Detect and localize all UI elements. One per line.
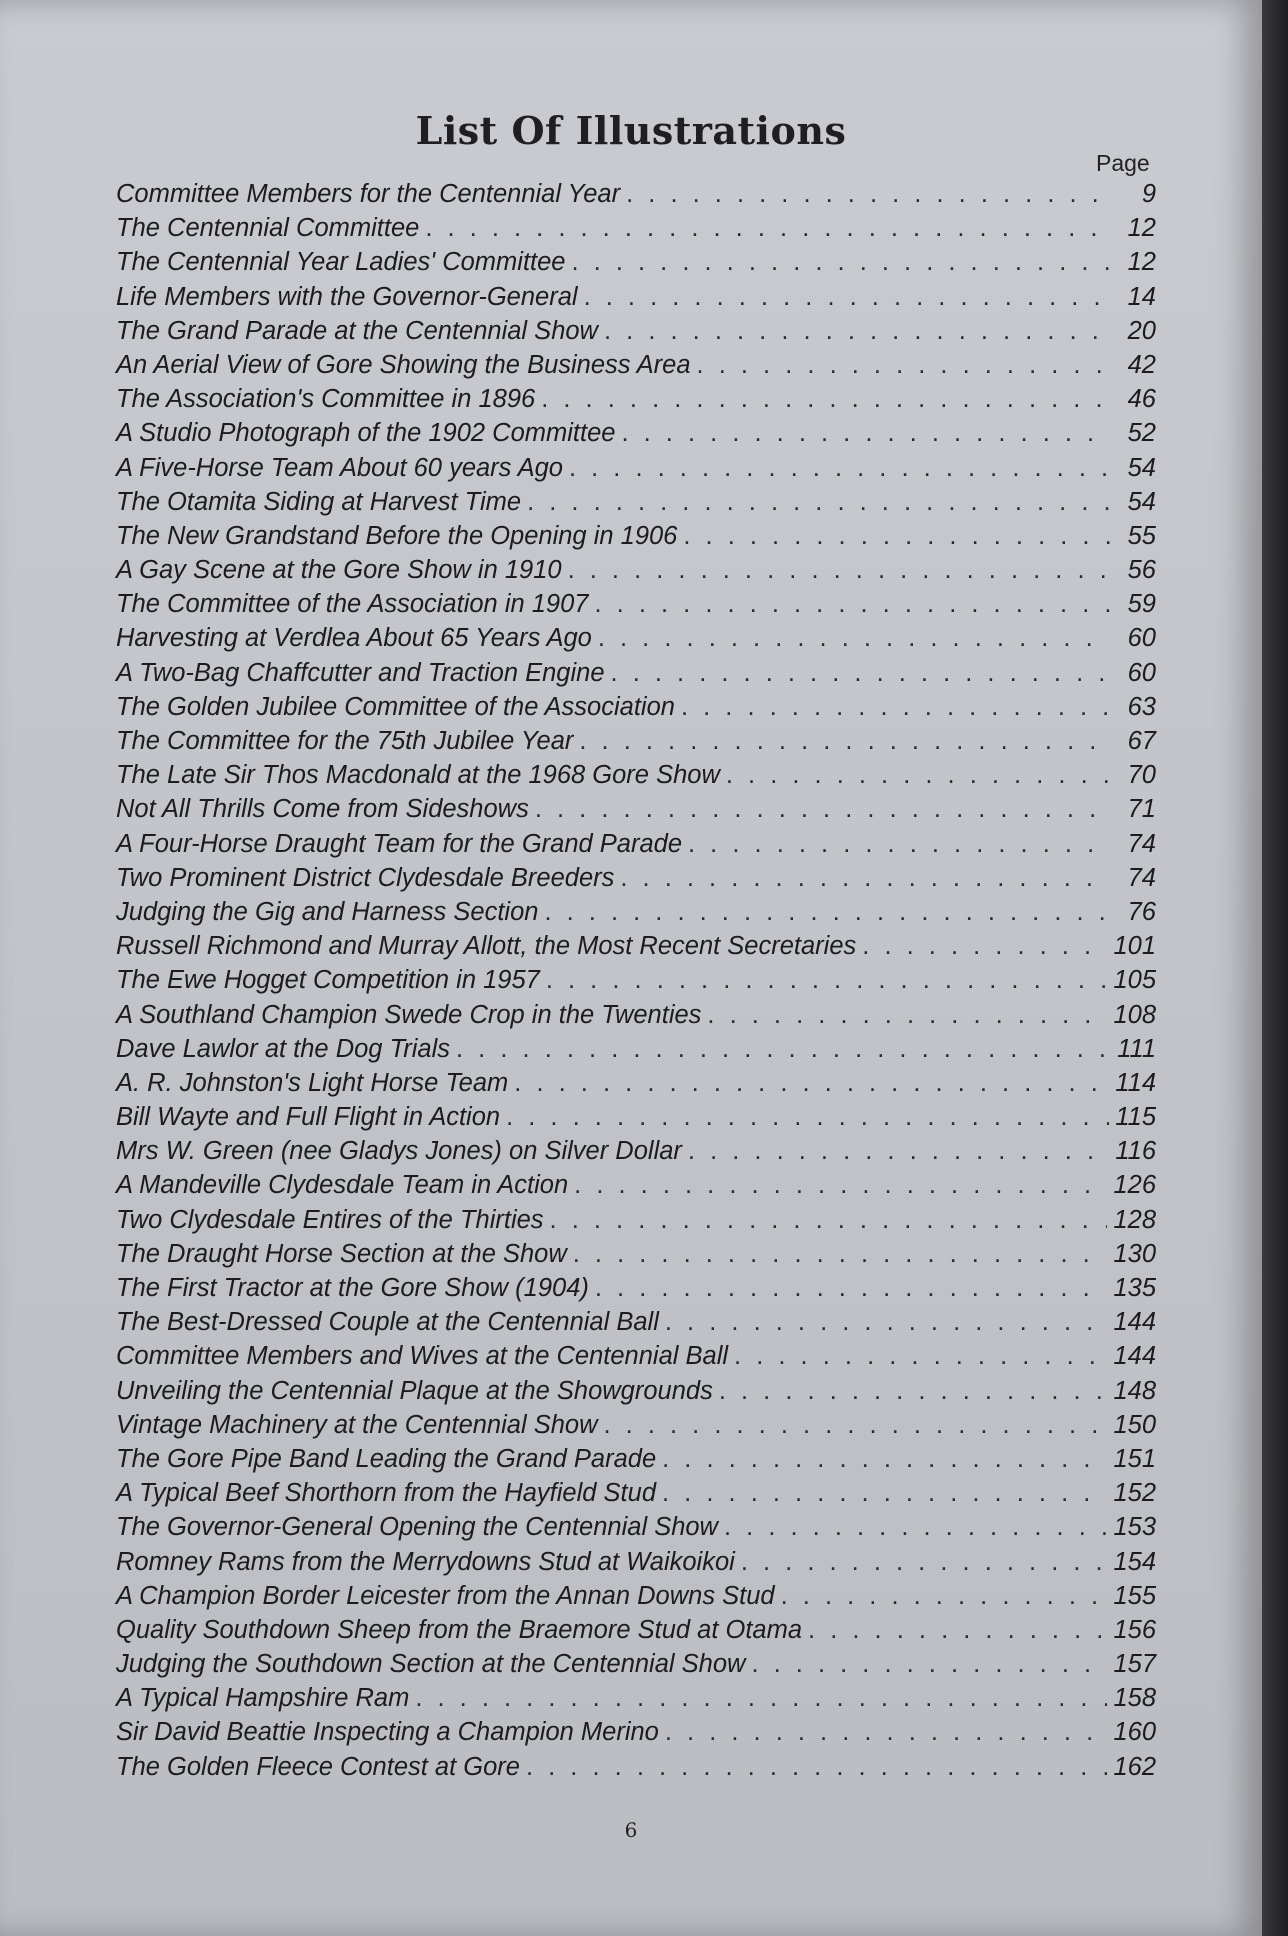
illustration-title: Judging the Southdown Section at the Centennial Show <box>116 1650 746 1679</box>
illustration-page-number: 60 <box>1127 624 1156 653</box>
illustration-title: Two Prominent District Clydesdale Breeders <box>116 863 615 892</box>
illustration-page-number: 115 <box>1115 1103 1156 1132</box>
dot-leader <box>688 1137 1109 1166</box>
list-item <box>116 1137 1156 1171</box>
dot-leader <box>697 351 1110 380</box>
dot-leader <box>611 659 1110 688</box>
illustration-title: Unveiling the Centennial Plaque at the Showgrounds <box>116 1376 713 1405</box>
illustration-page-number: 54 <box>1127 453 1156 482</box>
list-item <box>116 1377 1156 1411</box>
illustration-title: The Draught Horse Section at the Show <box>116 1239 567 1268</box>
list-item <box>116 1308 1156 1342</box>
dot-leader <box>595 1274 1108 1303</box>
dot-leader <box>584 283 1110 312</box>
illustration-title: The Late Sir Thos Macdonald at the 1968 Gore Show <box>116 761 720 790</box>
illustration-title: The First Tractor at the Gore Show (1904) <box>116 1274 589 1302</box>
illustration-title: The New Grandstand Before the Opening in 1906 <box>116 521 678 550</box>
list-item <box>116 1240 1156 1274</box>
illustration-page-number: 76 <box>1127 897 1156 926</box>
list-item <box>116 1513 1156 1547</box>
illustration-title: Committee Members and Wives at the Centennial Ball <box>116 1342 729 1371</box>
list-item <box>116 693 1156 727</box>
list-item <box>116 1616 1156 1650</box>
illustration-page-number: 144 <box>1113 1308 1156 1337</box>
list-item <box>116 283 1156 317</box>
illustration-page-number: 46 <box>1127 385 1156 414</box>
dot-leader <box>862 932 1107 961</box>
illustration-page-number: 116 <box>1115 1137 1156 1166</box>
list-item <box>116 1342 1156 1376</box>
illustration-page-number: 20 <box>1127 316 1156 345</box>
list-item <box>116 761 1156 795</box>
dot-leader <box>751 1650 1107 1679</box>
list-item <box>116 1650 1156 1684</box>
list-item <box>116 1069 1156 1103</box>
illustration-page-number: 63 <box>1127 692 1156 721</box>
illustration-title: The Best-Dressed Couple at the Centennial Ball <box>116 1308 659 1337</box>
illustration-page-number: 162 <box>1113 1752 1156 1781</box>
list-item <box>116 1035 1156 1069</box>
dot-leader <box>573 1240 1108 1269</box>
dot-leader <box>621 419 1110 448</box>
illustration-title: Life Members with the Governor-General <box>116 282 578 311</box>
illustration-page-number: 74 <box>1127 863 1156 892</box>
illustration-page-number: 135 <box>1113 1274 1156 1302</box>
dot-leader <box>626 180 1110 209</box>
dot-leader <box>781 1582 1108 1611</box>
list-item <box>116 624 1156 658</box>
illustration-title: Judging the Gig and Harness Section <box>116 897 539 926</box>
dot-leader <box>541 385 1110 414</box>
list-item <box>116 1684 1156 1718</box>
list-item <box>116 522 1156 556</box>
dot-leader <box>665 1308 1108 1337</box>
list-item <box>116 659 1156 693</box>
illustration-page-number: 67 <box>1127 727 1156 755</box>
illustration-title: Bill Wayte and Full Flight in Action <box>116 1103 501 1132</box>
illustration-title: A Five-Horse Team About 60 years Ago <box>116 453 563 482</box>
list-item <box>116 898 1156 932</box>
illustration-title: Mrs W. Green (nee Gladys Jones) on Silver Dollar <box>116 1137 682 1166</box>
dot-leader <box>681 693 1110 722</box>
list-item <box>116 590 1156 624</box>
dot-leader <box>594 590 1110 619</box>
dot-leader <box>535 795 1110 824</box>
list-item <box>116 1548 1156 1582</box>
illustration-page-number: 126 <box>1113 1171 1156 1200</box>
list-item <box>116 488 1156 522</box>
dot-leader <box>662 1445 1107 1474</box>
illustration-page-number: 114 <box>1115 1068 1156 1097</box>
dot-leader <box>550 1206 1108 1235</box>
illustration-title: The Centennial Year Ladies' Committee <box>116 248 566 277</box>
list-item <box>116 1103 1156 1137</box>
dot-leader <box>598 624 1110 653</box>
dot-leader <box>425 214 1110 243</box>
dot-leader <box>526 1753 1107 1782</box>
dot-leader <box>707 1001 1107 1030</box>
illustration-title: A Mandeville Clydesdale Team in Action <box>116 1171 569 1200</box>
illustration-title: Harvesting at Verdlea About 65 Years Ago <box>116 624 592 653</box>
dot-leader <box>572 248 1111 277</box>
illustration-title: Sir David Beattie Inspecting a Champion Merino <box>116 1718 659 1747</box>
list-item <box>116 1171 1156 1205</box>
illustration-title: The Ewe Hogget Competition in 1957 <box>116 966 540 995</box>
illustration-title: The Association's Committee in 1896 <box>116 385 536 414</box>
illustration-title: A Gay Scene at the Gore Show in 1910 <box>116 556 562 585</box>
illustration-title: Quality Southdown Sheep from the Braemore Stud at Otama <box>116 1615 803 1644</box>
dot-leader <box>734 1342 1107 1371</box>
illustration-page-number: 154 <box>1113 1547 1156 1576</box>
dot-leader <box>808 1616 1107 1645</box>
illustration-title: The Grand Parade at the Centennial Show <box>116 316 598 345</box>
illustration-title: A. R. Johnston's Light Horse Team <box>116 1068 509 1097</box>
illustration-title: The Golden Jubilee Committee of the Association <box>116 692 675 721</box>
dot-leader <box>506 1103 1109 1132</box>
list-item <box>116 1718 1156 1752</box>
dot-leader <box>662 1479 1107 1508</box>
illustration-page-number: 9 <box>1141 180 1156 208</box>
list-item <box>116 351 1156 385</box>
dot-leader <box>620 864 1110 893</box>
illustration-title: The Otamita Siding at Harvest Time <box>116 487 522 516</box>
illustration-page-number: 74 <box>1127 829 1156 858</box>
list-item <box>116 1445 1156 1479</box>
illustration-page-number: 56 <box>1127 556 1156 585</box>
illustration-title: Not All Thrills Come from Sideshows <box>116 795 529 824</box>
page-edge-shadow <box>1262 0 1288 1936</box>
illustration-page-number: 14 <box>1127 282 1156 311</box>
dot-leader <box>726 761 1110 790</box>
dot-leader <box>546 966 1108 995</box>
page-title: List Of Illustrations <box>415 108 847 153</box>
list-item <box>116 214 1156 248</box>
dot-leader <box>683 522 1110 551</box>
illustration-page-number: 152 <box>1113 1479 1156 1508</box>
illustration-page-number: 153 <box>1113 1513 1156 1542</box>
list-item <box>116 932 1156 966</box>
list-item <box>116 317 1156 351</box>
illustration-title: Vintage Machinery at the Centennial Show <box>116 1410 598 1439</box>
list-item <box>116 727 1156 761</box>
illustration-page-number: 70 <box>1127 761 1156 790</box>
illustration-title: Committee Members for the Centennial Year <box>116 180 621 208</box>
dot-leader <box>568 556 1110 585</box>
dot-leader <box>741 1548 1108 1577</box>
dot-leader <box>665 1718 1108 1747</box>
illustration-page-number: 42 <box>1127 350 1156 379</box>
illustration-page-number: 12 <box>1127 214 1156 243</box>
illustration-page-number: 101 <box>1113 932 1156 961</box>
list-item <box>116 556 1156 590</box>
illustration-title: The Committee of the Association in 1907 <box>116 590 589 619</box>
list-item <box>116 385 1156 419</box>
list-item <box>116 864 1156 898</box>
illustration-page-number: 157 <box>1113 1650 1156 1679</box>
list-item <box>116 795 1156 829</box>
list-item <box>116 1274 1156 1308</box>
list-item <box>116 248 1156 282</box>
illustration-page-number: 130 <box>1113 1239 1156 1268</box>
illustration-title: Russell Richmond and Murray Allott, the Most Recent Secretaries <box>116 932 857 961</box>
list-item <box>116 1206 1156 1240</box>
illustration-page-number: 156 <box>1113 1615 1156 1644</box>
illustration-page-number: 151 <box>1113 1444 1156 1473</box>
illustration-page-number: 160 <box>1113 1718 1156 1747</box>
illustration-title: A Champion Border Leicester from the Annan Downs Stud <box>116 1581 775 1610</box>
list-item <box>116 966 1156 1000</box>
illustration-title: A Two-Bag Chaffcutter and Traction Engine <box>116 658 605 687</box>
illustration-title: Dave Lawlor at the Dog Trials <box>116 1034 451 1063</box>
illustration-title: A Typical Hampshire Ram <box>116 1684 410 1713</box>
list-item <box>116 1411 1156 1445</box>
illustration-page-number: 54 <box>1127 487 1156 516</box>
page-number: 6 <box>624 1818 638 1842</box>
illustration-page-number: 59 <box>1127 590 1156 619</box>
illustration-page-number: 12 <box>1127 248 1156 277</box>
list-item <box>116 830 1156 864</box>
dot-leader <box>579 727 1110 756</box>
illustration-page-number: 128 <box>1113 1205 1156 1234</box>
dot-leader <box>574 1171 1107 1200</box>
illustration-title: A Four-Horse Draught Team for the Grand Parade <box>116 829 683 858</box>
dot-leader <box>569 454 1110 483</box>
dot-leader <box>544 898 1110 927</box>
illustration-title: A Southland Champion Swede Crop in the Twenties <box>116 1000 702 1029</box>
illustration-page-number: 71 <box>1127 795 1156 824</box>
list-item <box>116 1001 1156 1035</box>
illustration-title: The Governor-General Opening the Centennial Show <box>116 1513 718 1542</box>
illustration-title: A Studio Photograph of the 1902 Committee <box>116 419 616 448</box>
list-item <box>116 1753 1156 1787</box>
dot-leader <box>604 1411 1108 1440</box>
illustrations-list <box>116 180 1156 1787</box>
illustration-page-number: 150 <box>1113 1410 1156 1439</box>
list-item <box>116 1479 1156 1513</box>
illustration-title: An Aerial View of Gore Showing the Business Area <box>116 350 691 379</box>
list-item <box>116 1582 1156 1616</box>
illustration-page-number: 155 <box>1113 1581 1156 1610</box>
list-item <box>116 454 1156 488</box>
illustration-page-number: 111 <box>1117 1034 1156 1063</box>
illustration-title: The Centennial Committee <box>116 214 420 243</box>
list-item <box>116 180 1156 214</box>
list-item <box>116 419 1156 453</box>
page-column-heading: Page <box>1096 150 1150 176</box>
dot-leader <box>514 1069 1109 1098</box>
illustration-page-number: 52 <box>1127 419 1156 448</box>
illustration-title: The Committee for the 75th Jubilee Year <box>116 727 574 755</box>
illustration-page-number: 144 <box>1113 1342 1156 1371</box>
illustration-page-number: 55 <box>1127 521 1156 550</box>
dot-leader <box>724 1513 1107 1542</box>
illustration-page-number: 158 <box>1113 1684 1156 1713</box>
dot-leader <box>604 317 1110 346</box>
illustration-page-number: 108 <box>1113 1000 1156 1029</box>
dot-leader <box>527 488 1110 517</box>
illustration-page-number: 148 <box>1113 1376 1156 1405</box>
illustration-page-number: 105 <box>1113 966 1156 995</box>
illustration-title: Two Clydesdale Entires of the Thirties <box>116 1205 544 1234</box>
illustration-title: The Gore Pipe Band Leading the Grand Parade <box>116 1444 657 1473</box>
illustration-title: The Golden Fleece Contest at Gore <box>116 1752 520 1781</box>
dot-leader <box>456 1035 1110 1064</box>
dot-leader <box>415 1684 1107 1713</box>
dot-leader <box>719 1377 1108 1406</box>
illustration-title: Romney Rams from the Merrydowns Stud at Waikoikoi <box>116 1547 735 1576</box>
dot-leader <box>688 830 1110 859</box>
illustration-page-number: 60 <box>1127 658 1156 687</box>
illustration-title: A Typical Beef Shorthorn from the Hayfield Stud <box>116 1479 657 1508</box>
